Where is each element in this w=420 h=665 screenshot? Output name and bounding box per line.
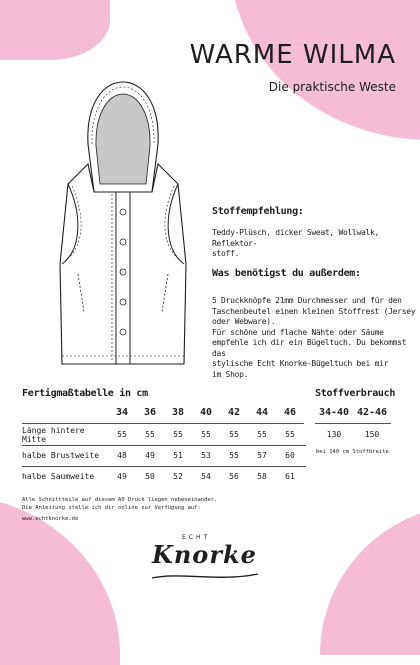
table-cell: 49 bbox=[145, 451, 155, 460]
footer-note-line: Alle Schnittteile auf diesem A0 Druck liegen nebeneinander. bbox=[22, 497, 218, 503]
table-cell: 55 bbox=[229, 451, 239, 460]
text-line: oder Webware). bbox=[212, 317, 276, 326]
fabric-use-table bbox=[315, 402, 391, 445]
fabric-use-value: 150 bbox=[364, 430, 380, 439]
requirements-heading: Was benötigst du außerdem: bbox=[212, 268, 361, 279]
table-cell: 60 bbox=[285, 451, 295, 460]
text-line: stylische Echt Knorke-Bügeltuch bei mir bbox=[212, 359, 389, 368]
table-cell: 51 bbox=[173, 451, 183, 460]
pattern-title: WARME WILMA bbox=[189, 40, 396, 70]
fabric-use-column: 42-46 bbox=[356, 407, 388, 418]
fabric-use-column: 34-40 bbox=[318, 407, 350, 418]
row-label: halbe Saumweite bbox=[22, 472, 95, 481]
snap-button bbox=[120, 239, 126, 245]
vest-illustration bbox=[48, 74, 198, 374]
pink-blob-top-right bbox=[230, 0, 420, 140]
table-cell: 49 bbox=[117, 472, 127, 481]
table-cell: 57 bbox=[257, 451, 267, 460]
table-cell: 58 bbox=[257, 472, 267, 481]
hood-lining bbox=[96, 94, 150, 184]
table-divider bbox=[22, 445, 306, 446]
row-label: halbe Brustweite bbox=[22, 451, 100, 460]
text-line: Taschenbeutel einen kleinen Stoffrest (Jersey bbox=[212, 306, 416, 316]
snap-button bbox=[120, 269, 126, 275]
size-header-row bbox=[22, 402, 304, 424]
fabric-use-value: 130 bbox=[326, 430, 342, 439]
pink-band-top-left bbox=[0, 0, 110, 60]
snap-button bbox=[120, 299, 126, 305]
table-cell: 48 bbox=[117, 451, 127, 460]
text-line: empfehle ich dir ein Bügeltuch. Du bekommst das bbox=[212, 338, 407, 358]
table-row bbox=[22, 424, 304, 446]
table-cell: 61 bbox=[285, 472, 295, 481]
footer-notes bbox=[22, 496, 282, 523]
text-line: 5 Druckknöpfe 21mm Durchmesser und für den bbox=[212, 296, 402, 305]
table-cell: 55 bbox=[117, 430, 127, 439]
text-line: im Shop. bbox=[212, 369, 249, 379]
size-header: 44 bbox=[255, 407, 269, 418]
table-cell: 55 bbox=[173, 430, 183, 439]
text-line: Für schöne und flache Nähte oder Säume bbox=[212, 327, 384, 337]
size-table-heading: Fertigmaßtabelle in cm bbox=[22, 388, 148, 399]
table-row bbox=[22, 445, 304, 466]
pink-blob-bottom-right bbox=[320, 505, 420, 655]
table-cell: 55 bbox=[201, 430, 211, 439]
text-line: stoff. bbox=[212, 249, 240, 258]
brand-underline-icon bbox=[150, 570, 260, 582]
snap-button bbox=[120, 329, 126, 335]
table-divider bbox=[22, 466, 306, 467]
table-cell: 54 bbox=[201, 472, 211, 481]
snap-button bbox=[120, 209, 126, 215]
requirements-text bbox=[212, 296, 416, 380]
size-header: 40 bbox=[199, 407, 213, 418]
size-header: 38 bbox=[171, 407, 185, 418]
size-header: 42 bbox=[227, 407, 241, 418]
table-cell: 53 bbox=[201, 451, 211, 460]
fabric-use-row bbox=[315, 424, 391, 446]
table-cell: 55 bbox=[229, 430, 239, 439]
size-header: 36 bbox=[143, 407, 157, 418]
table-cell: 50 bbox=[145, 472, 155, 481]
fabric-use-header-row bbox=[315, 402, 391, 424]
table-cell: 55 bbox=[145, 430, 155, 439]
size-header: 46 bbox=[283, 407, 297, 418]
table-cell: 56 bbox=[229, 472, 239, 481]
table-cell: 55 bbox=[285, 430, 295, 439]
table-cell: 55 bbox=[257, 430, 267, 439]
brand-small-text: ECHT bbox=[182, 534, 211, 541]
text-line: Teddy-Plüsch, dicker Sweat, Wollwalk, Reflektor- bbox=[212, 228, 380, 248]
fabric-use-heading: Stoffverbrauch bbox=[315, 388, 396, 399]
row-label: Länge hintere Mitte bbox=[22, 425, 85, 444]
table-row bbox=[22, 466, 304, 487]
brand-logo: Knorke bbox=[152, 540, 257, 569]
fabric-recommendation-heading: Stoffempfehlung: bbox=[212, 206, 304, 217]
fabric-width-note: bei 140 cm Stoffbreite bbox=[316, 449, 389, 455]
table-cell: 52 bbox=[173, 472, 183, 481]
footer-note-line: Die Anleitung stelle ich dir online zur Verfügung auf: bbox=[22, 505, 201, 511]
pattern-subtitle: Die praktische Weste bbox=[268, 80, 396, 94]
size-header: 34 bbox=[115, 407, 129, 418]
footer-website[interactable]: www.echtknorke.de bbox=[22, 516, 79, 522]
fabric-recommendation-text bbox=[212, 228, 412, 260]
